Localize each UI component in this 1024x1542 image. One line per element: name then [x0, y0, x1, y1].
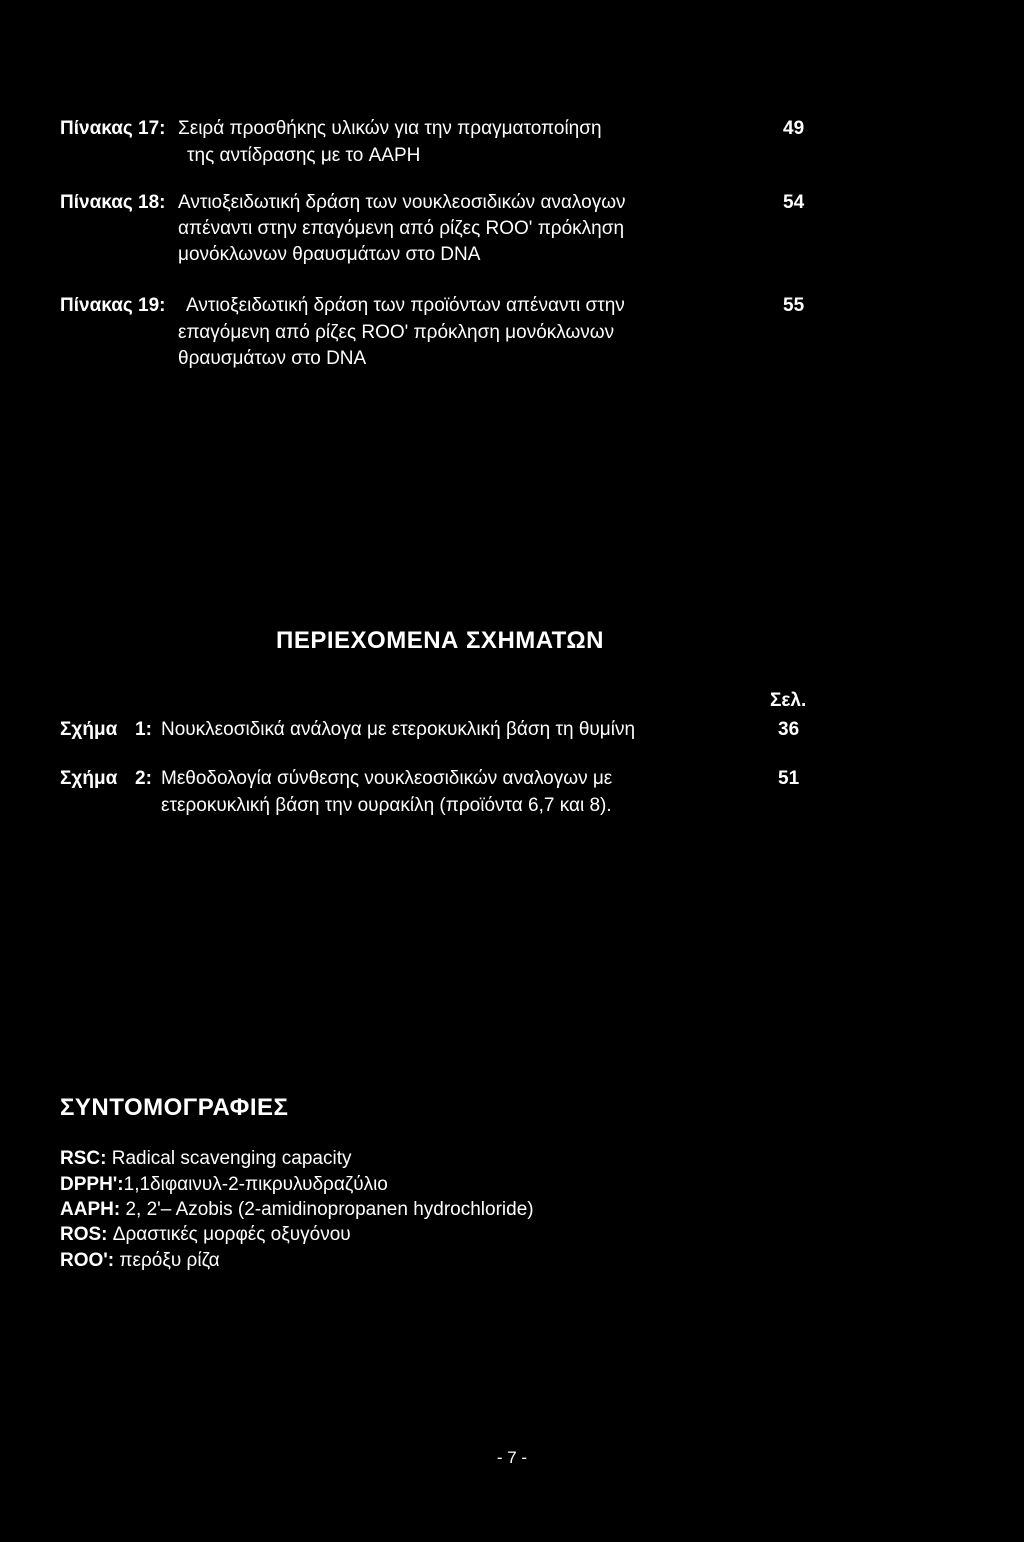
table-caption-line: μονόκλωνων θραυσμάτων στο DNA — [178, 244, 481, 265]
page-number: - 7 - — [496, 1448, 528, 1467]
abbreviations-title: ΣΥΝΤΟΜΟΓΡΑΦΙΕΣ — [60, 1094, 289, 1121]
table-entry-19 — [60, 294, 820, 374]
abbreviation-value: Radical scavenging capacity — [106, 1148, 352, 1169]
figure-page-number: 51 — [778, 768, 800, 789]
table-label: Πίνακας 19: — [60, 295, 166, 316]
figures-section-title: ΠΕΡΙΕΧΟΜΕΝΑ ΣΧΗΜΑΤΩΝ — [276, 627, 604, 654]
abbreviation-item — [60, 1250, 220, 1272]
abbreviation-key: RSC: — [60, 1148, 107, 1169]
figure-label: Σχήμα — [60, 768, 118, 789]
table-label: Πίνακας 17: — [60, 118, 166, 139]
abbreviation-item — [60, 1199, 534, 1221]
table-caption-line: απέναντι στην επαγόμενη από ρίζες ROO' πρόκληση — [178, 218, 625, 239]
abbreviation-key: AAPH: — [60, 1199, 121, 1220]
abbreviation-value: περόξυ ρίζα — [114, 1250, 220, 1271]
table-entry-18 — [60, 191, 820, 271]
figure-caption-line: Νουκλεοσιδικά ανάλογα με ετεροκυκλική βάση τη θυμίνη — [161, 719, 636, 740]
figure-caption-line: ετεροκυκλική βάση την ουρακίλη (προϊόντα 6,7 και 8). — [161, 795, 612, 816]
table-caption-line: της αντίδρασης με το AAPH — [187, 145, 421, 166]
table-label: Πίνακας 18: — [60, 192, 166, 213]
table-caption-line: επαγόμενη από ρίζες ROO' πρόκληση μονόκλωνων — [178, 322, 615, 343]
table-entry-17 — [60, 117, 820, 177]
table-page-number: 49 — [783, 118, 805, 139]
abbreviation-item — [60, 1148, 351, 1170]
abbreviation-value: 1,1διφαινυλ-2-πικρυλυδραζύλιο — [123, 1174, 388, 1195]
abbreviation-value: 2, 2'– Azobis (2-amidinopropanen hydrochloride) — [120, 1199, 534, 1220]
table-page-number: 54 — [783, 192, 805, 213]
abbreviation-value: Δραστικές μορφές οξυγόνου — [107, 1224, 351, 1245]
abbreviation-key: ROO': — [60, 1250, 115, 1271]
table-caption-line: θραυσμάτων στο DNA — [178, 348, 367, 369]
abbreviation-key: ROS: — [60, 1224, 108, 1245]
figure-caption-line: Μεθοδολογία σύνθεσης νουκλεοσιδικών αναλογων με — [161, 768, 613, 789]
table-page-number: 55 — [783, 295, 805, 316]
abbreviation-item — [60, 1174, 388, 1196]
figure-number: 1: — [135, 719, 152, 740]
figure-entry-2 — [60, 767, 820, 823]
figure-entry-1 — [60, 718, 820, 746]
abbreviation-key: DPPH': — [60, 1174, 124, 1195]
abbreviation-item — [60, 1224, 351, 1246]
page-column-header: Σελ. — [770, 690, 807, 711]
figure-number: 2: — [135, 768, 152, 789]
table-caption-line: Σειρά προσθήκης υλικών για την πραγματοποίηση — [178, 118, 602, 139]
figure-page-number: 36 — [778, 719, 800, 740]
table-caption-line: Αντιοξειδωτική δράση των νουκλεοσιδικών αναλογων — [178, 192, 626, 213]
table-caption-line: Αντιοξειδωτική δράση των προϊόντων απέναντι στην — [186, 295, 625, 316]
figure-label: Σχήμα — [60, 719, 118, 740]
